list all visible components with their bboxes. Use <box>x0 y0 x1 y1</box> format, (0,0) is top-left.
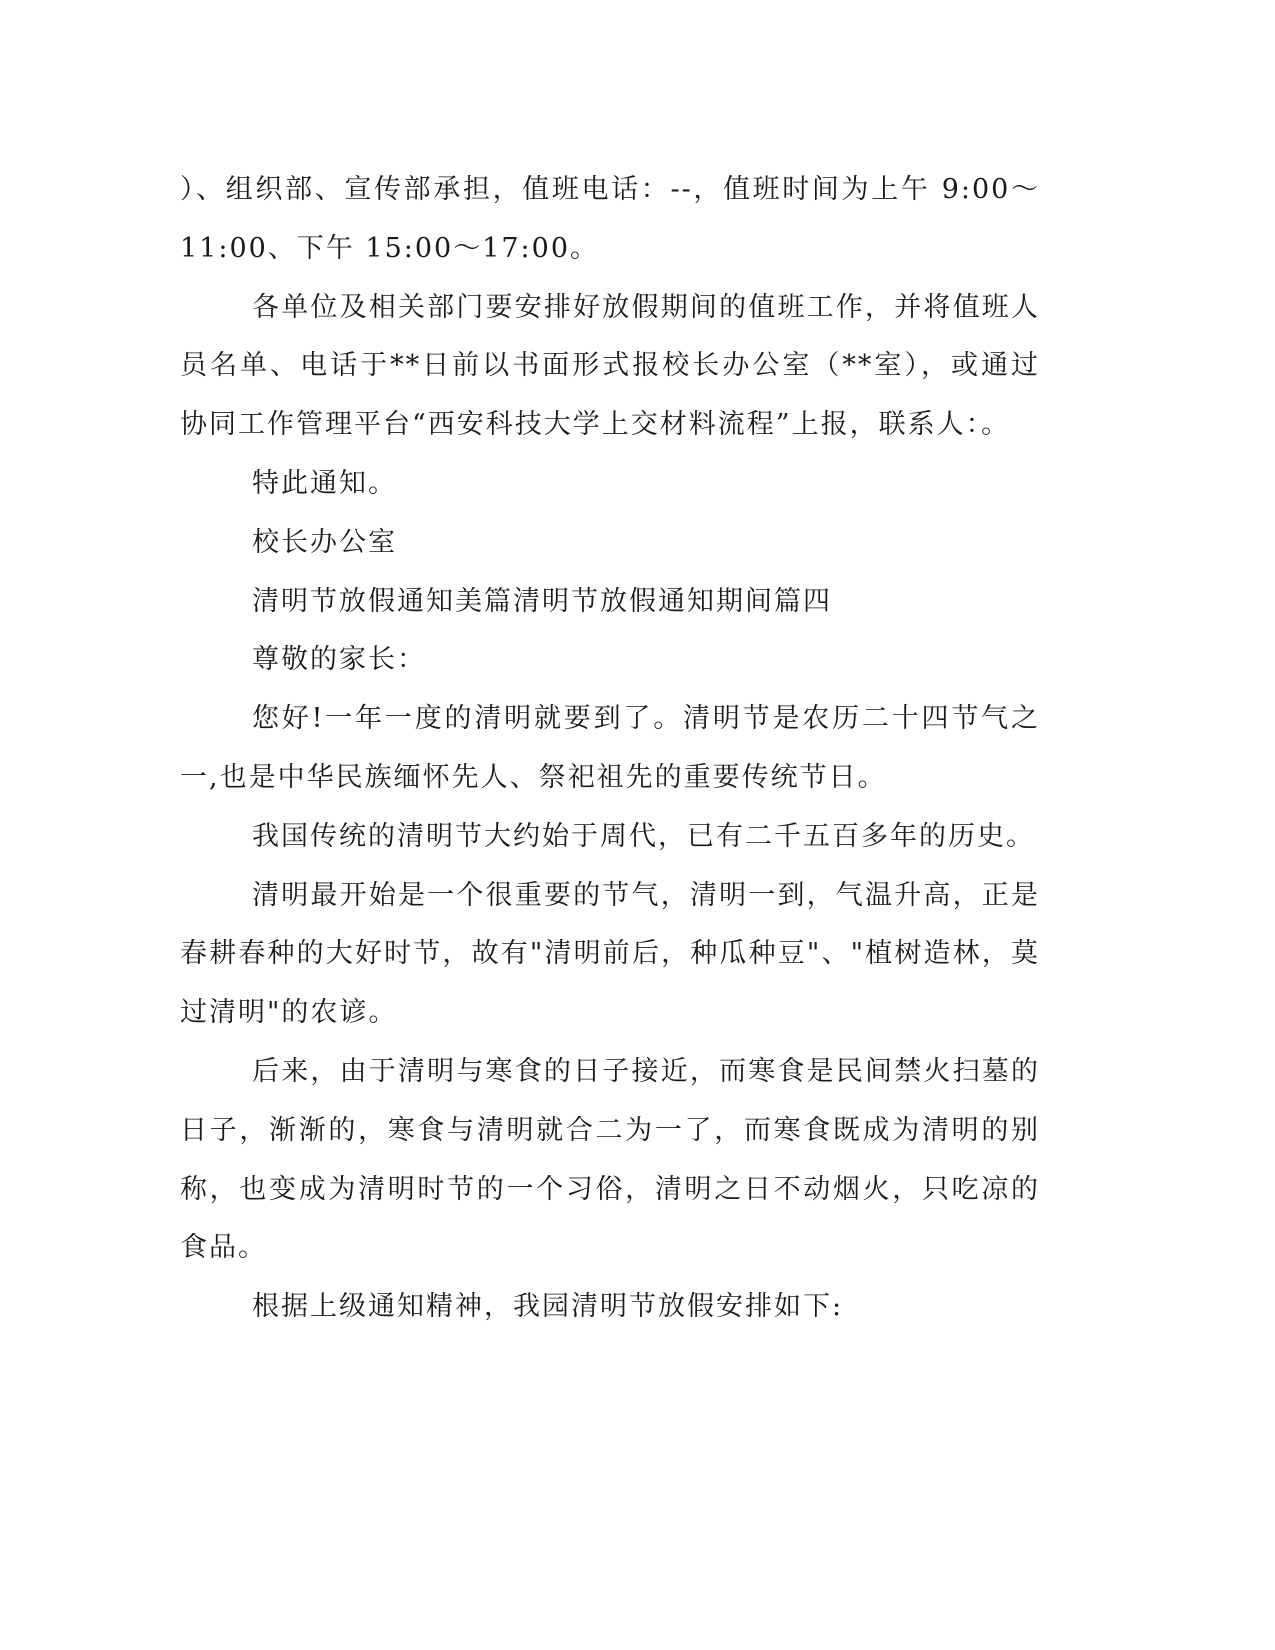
section-heading: 清明节放假通知美篇清明节放假通知期间篇四 <box>252 585 832 617</box>
paragraph-cold-food: 后来，由于清明与寒食的日子接近，而寒食是民间禁火扫墓的日子，渐渐的，寒食与清明就合二为一了，而寒食既成为清明的别称，也变成为清明时节的一个习俗，清明之日不动烟火，只吃凉的食品。 <box>180 1055 1040 1264</box>
paragraph-solar-term: 清明最开始是一个很重要的节气，清明一到，气温升高，正是春耕春种的大好时节，故有"清明前后，种瓜种豆"、"植树造林，莫过清明"的农谚。 <box>180 879 1040 1029</box>
paragraph-holiday-arrangement: 根据上级通知精神，我园清明节放假安排如下: <box>252 1291 844 1323</box>
paragraph-greeting: 您好!一年一度的清明就要到了。清明节是农历二十四节气之一,也是中华民族缅怀先人、祭祀祖先的重要传统节日。 <box>180 703 1040 793</box>
paragraph-duty-phone: ）、组织部、宣传部承担，值班电话：--，值班时间为上午 9:00～11:00、下午 15:00～17:00。 <box>180 174 1040 264</box>
document-body <box>180 161 1040 1337</box>
paragraph-salutation: 尊敬的家长： <box>252 644 426 676</box>
paragraph-history: 我国传统的清明节大约始于周代，已有二千五百多年的历史。 <box>252 820 1035 852</box>
paragraph-notice-closing: 特此通知。 <box>252 467 397 499</box>
paragraph-signature: 校长办公室 <box>252 526 397 558</box>
paragraph-duty-arrangement: 各单位及相关部门要安排好放假期间的值班工作，并将值班人员名单、电话于**日前以书面形式报校长办公室（**室），或通过协同工作管理平台“西安科技大学上交材料流程”上报，联系人：。 <box>180 291 1040 441</box>
